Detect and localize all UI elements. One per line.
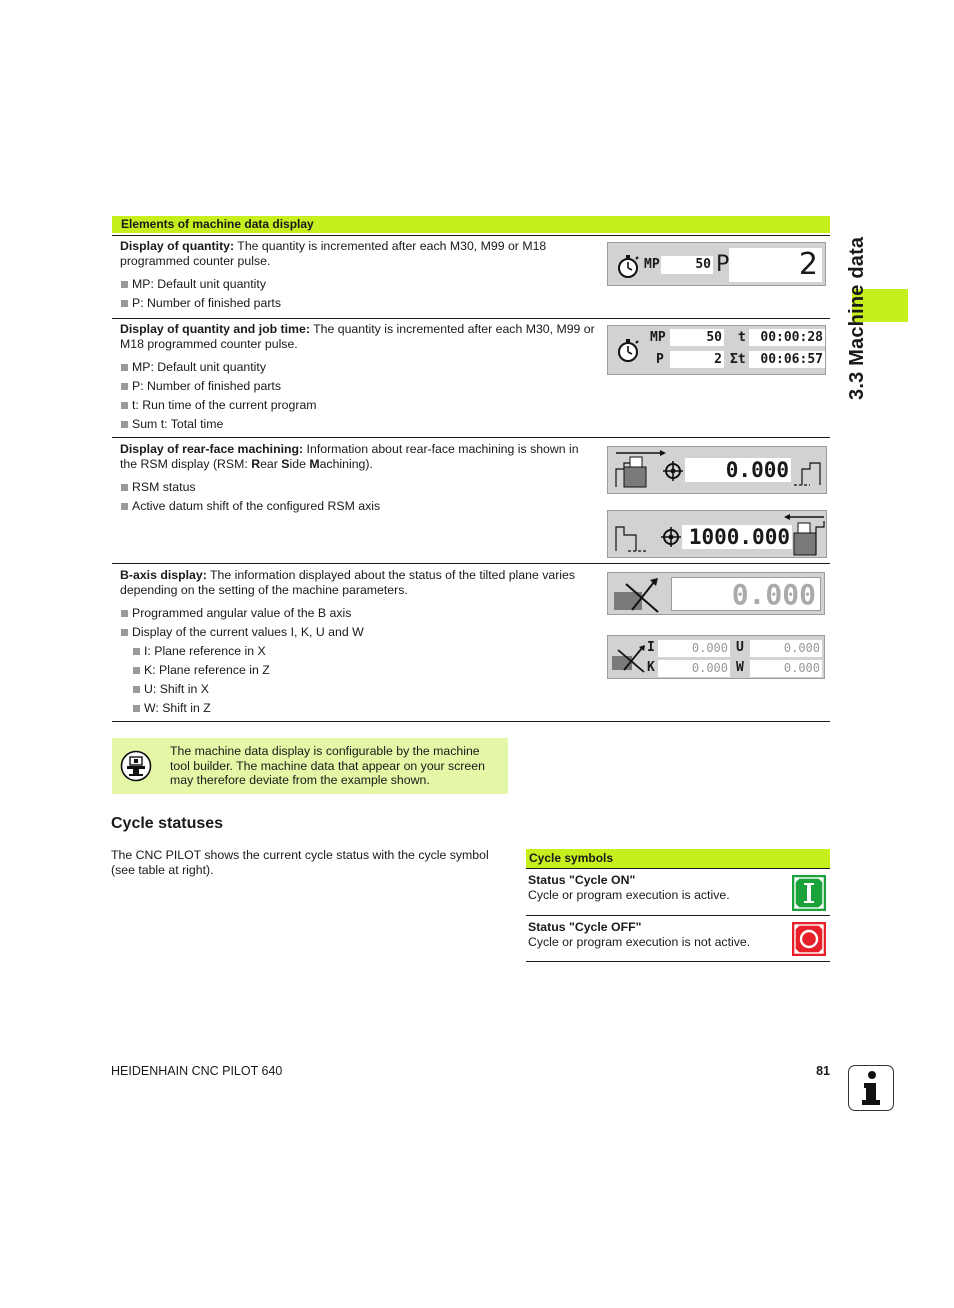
cycle-off-icon (792, 922, 826, 956)
side-tab (840, 200, 908, 420)
list-item: Sum t: Total time (120, 417, 595, 431)
list-item: I: Plane reference in X (120, 644, 595, 658)
quantity-time-screen (607, 325, 826, 375)
info-icon (848, 1065, 894, 1111)
note-box (112, 738, 508, 794)
description-text: The information displayed about the status of the tilted plane varies depending on the setting of the machine parameters. (120, 568, 576, 597)
rsm-ide: ide (289, 456, 310, 471)
rsm-axis-icon (792, 457, 824, 489)
rsm-r: R (251, 456, 261, 471)
rsm-shift-value: 0.000 (685, 458, 791, 482)
list-item: W: Shift in Z (120, 701, 595, 715)
b-axis-screen-2 (607, 635, 825, 679)
k-value: 0.000 (658, 660, 730, 677)
list-item: Programmed angular value of the B axis (120, 606, 595, 620)
cycle-on-text: Cycle or program execution is active. (528, 887, 730, 902)
cycle-on-title: Status "Cycle ON" (528, 873, 636, 887)
p-label: P (716, 252, 730, 277)
sum-t-value: 00:06:57 (749, 351, 825, 368)
u-label: U (736, 640, 744, 655)
datum-icon (661, 527, 681, 547)
mp-value: 50 (670, 329, 724, 346)
divider (112, 318, 830, 319)
rsm-m: M (309, 456, 320, 471)
rsm-status-icon (614, 449, 668, 491)
side-tab-title: 3.3 Machine data (846, 236, 868, 400)
i-value: 0.000 (658, 640, 730, 657)
t-value: 00:00:28 (749, 329, 825, 346)
tilted-plane-icon (610, 644, 648, 674)
i-label: I (647, 640, 655, 655)
term: Display of quantity and job time: (120, 322, 310, 336)
p-value: 2 (670, 351, 724, 368)
list-item: U: Shift in X (120, 682, 595, 696)
table-header: Elements of machine data display (112, 216, 830, 233)
row-rear-face (120, 442, 595, 513)
stopwatch-icon (616, 253, 642, 279)
list-item: P: Number of finished parts (120, 296, 595, 310)
list-item: MP: Default unit quantity (120, 360, 595, 374)
description-text: The quantity is incremented after each M30, M99 or M18 programmed counter pulse. (120, 239, 547, 268)
rsm-screen-2 (607, 510, 827, 558)
list-item: MP: Default unit quantity (120, 277, 595, 291)
rsm-achining: achining). (319, 456, 373, 471)
row-quantity-job-time (120, 322, 595, 431)
p-value: 2 (729, 248, 822, 282)
stopwatch-icon (616, 337, 642, 363)
list-item: P: Number of finished parts (120, 379, 595, 393)
mp-label: MP (644, 257, 660, 272)
t-label: t (738, 330, 746, 345)
divider (112, 563, 830, 564)
cycle-table-header: Cycle symbols (526, 849, 830, 868)
cycle-off-title: Status "Cycle OFF" (528, 920, 642, 934)
rsm-status-icon (784, 513, 828, 557)
k-label: K (647, 660, 655, 675)
p-label: P (656, 352, 664, 367)
rsm-screen-1 (607, 446, 827, 494)
section-heading: Cycle statuses (111, 815, 224, 832)
description-text: The quantity is incremented after each M30, M99 or M18 programmed counter pulse. (120, 322, 595, 351)
list-item: Active datum shift of the configured RSM axis (120, 499, 595, 513)
row-description (120, 442, 595, 471)
footer-product: HEIDENHAIN CNC PILOT 640 (111, 1064, 283, 1078)
row-b-axis (120, 568, 595, 715)
list-item: Display of the current values I, K, U and W (120, 625, 595, 639)
list-item: RSM status (120, 480, 595, 494)
quantity-screen (607, 242, 826, 286)
note-text: The machine data display is configurable by the machine tool builder. The machine data that appear on your screen may therefore deviate from the example shown. (170, 744, 485, 787)
term: B-axis display: (120, 568, 207, 582)
divider (112, 437, 830, 438)
rsm-axis-icon (614, 521, 654, 555)
cycle-off-row (528, 920, 778, 949)
b-axis-screen-1 (607, 572, 825, 615)
divider (526, 868, 830, 869)
cycle-off-text: Cycle or program execution is not active. (528, 934, 751, 949)
row-description (120, 568, 595, 597)
list-item: K: Plane reference in Z (120, 663, 595, 677)
divider (526, 961, 830, 962)
row-quantity (120, 239, 595, 310)
datum-icon (663, 461, 683, 481)
row-description (120, 239, 595, 268)
rsm-s: S (281, 456, 290, 471)
divider (526, 915, 830, 916)
cycle-on-icon (792, 875, 826, 911)
description-text: Information about rear-face machining is shown in the RSM display (RSM: (120, 442, 579, 471)
divider (112, 235, 830, 236)
rsm-ear: ear (260, 456, 282, 471)
cycle-on-row (528, 873, 778, 902)
w-value: 0.000 (750, 660, 822, 677)
section-body: The CNC PILOT shows the current cycle status with the cycle symbol (see table at right). (111, 848, 489, 877)
rsm-shift-value: 1000.000 (682, 525, 792, 549)
w-label: W (736, 660, 744, 675)
info-glyph-icon (859, 1070, 883, 1106)
sum-t-label: Σt (730, 352, 746, 367)
page-number: 81 (816, 1064, 830, 1078)
tilted-plane-icon (612, 576, 662, 614)
term: Display of rear-face machining: (120, 442, 304, 456)
list-item: t: Run time of the current program (120, 398, 595, 412)
divider (112, 721, 830, 722)
machine-tool-builder-icon (120, 750, 152, 782)
row-description (120, 322, 595, 351)
term: Display of quantity: (120, 239, 235, 253)
b-angle-value: 0.000 (671, 577, 821, 611)
mp-label: MP (650, 330, 666, 345)
u-value: 0.000 (750, 640, 822, 657)
mp-value: 50 (661, 256, 713, 274)
